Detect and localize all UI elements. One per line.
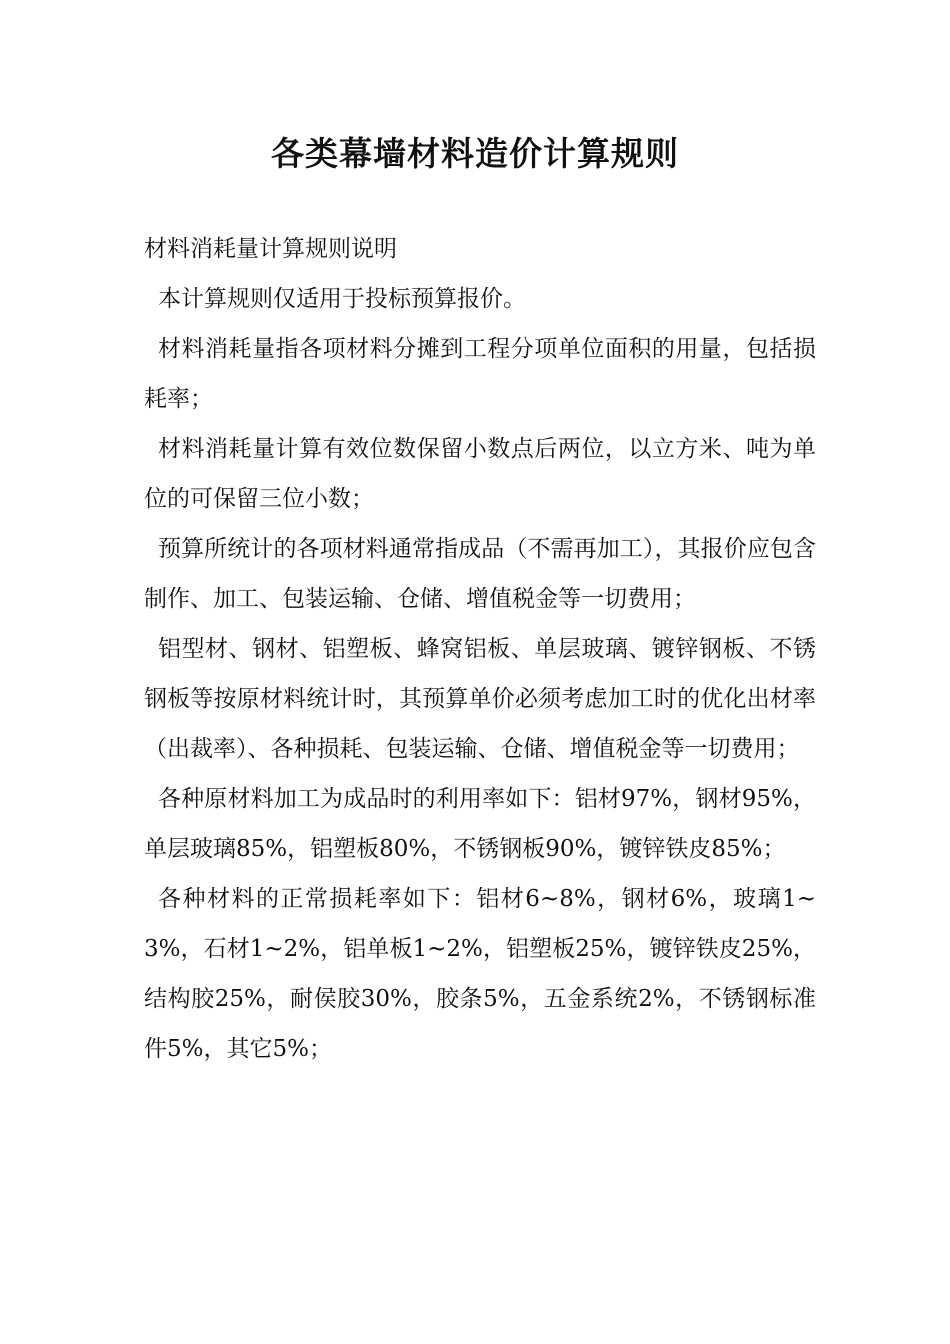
paragraph: 材料消耗量计算有效位数保留小数点后两位，以立方米、吨为单位的可保留三位小数； — [144, 436, 816, 512]
document-body — [144, 224, 816, 1074]
paragraph: 铝型材、钢材、铝塑板、蜂窝铝板、单层玻璃、镀锌钢板、不锈钢板等按原材料统计时，其预算单价必须考虑加工时的优化出材率（出裁率）、各种损耗、包装运输、仓储、增值税金等一切费用； — [144, 636, 816, 762]
paragraph: 材料消耗量指各项材料分摊到工程分项单位面积的用量，包括损耗率； — [144, 336, 816, 412]
paragraph: 本计算规则仅适用于投标预算报价。 — [158, 286, 526, 312]
paragraph: 各种材料的正常损耗率如下：铝材6~8%，钢材6%，玻璃1~3%，石材1~2%，铝单板1~2%，铝塑板25%，镀锌铁皮25%，结构胶25%，耐侯胶30%，胶条5%，五金系统2%，不锈钢标准件5%，其它5%； — [144, 886, 816, 1062]
paragraph: 各种原材料加工为成品时的利用率如下：铝材97%，钢材95%，单层玻璃85%，铝塑板80%，不锈钢板90%，镀锌铁皮85%； — [144, 786, 816, 862]
paragraph: 预算所统计的各项材料通常指成品（不需再加工），其报价应包含制作、加工、包装运输、仓储、增值税金等一切费用； — [144, 536, 816, 612]
document-title: 各类幕墙材料造价计算规则 — [271, 134, 679, 173]
section-heading: 材料消耗量计算规则说明 — [144, 236, 397, 262]
